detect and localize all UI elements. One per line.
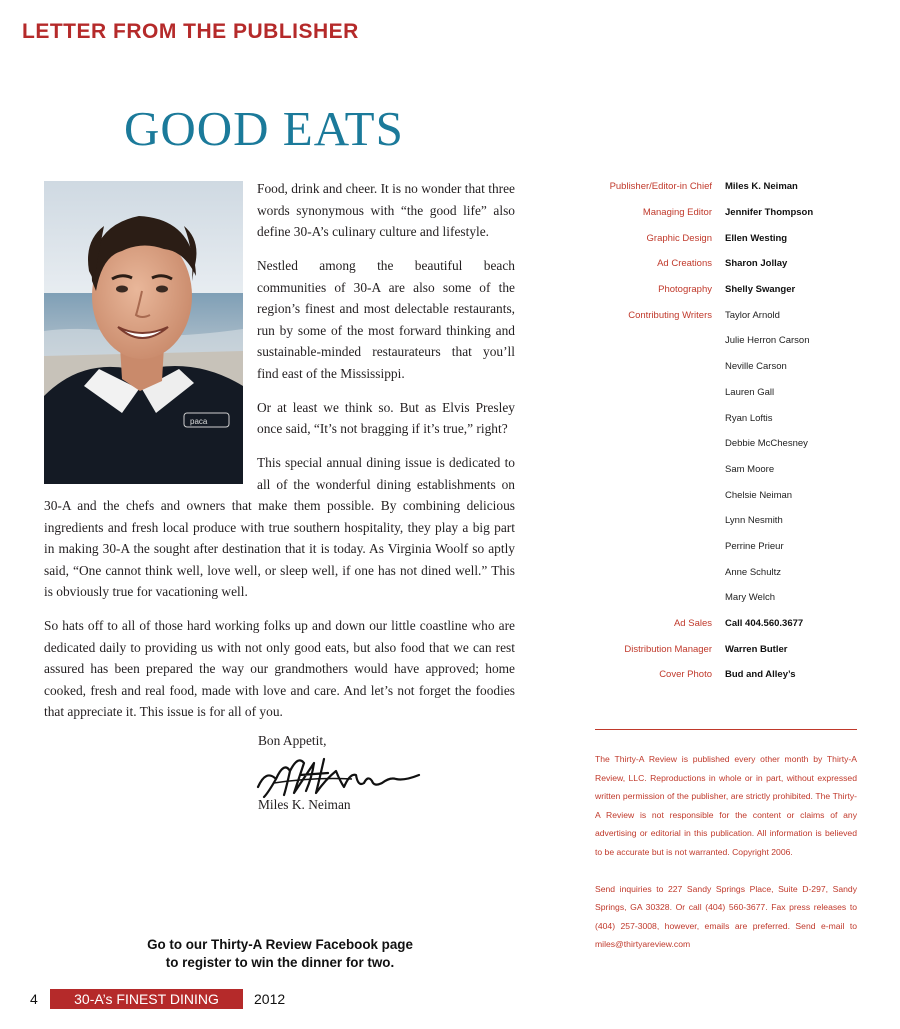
masthead-row xyxy=(595,636,865,662)
svg-text:paca: paca xyxy=(190,417,208,426)
masthead-row xyxy=(595,534,865,560)
masthead-row xyxy=(595,662,865,688)
article-headline: GOOD EATS xyxy=(124,101,404,156)
masthead-row xyxy=(595,328,865,354)
masthead-name: Shelly Swanger xyxy=(725,284,796,296)
masthead-role: Ad Creations xyxy=(657,258,712,270)
masthead-name: Lauren Gall xyxy=(725,386,775,398)
signoff xyxy=(258,733,424,813)
photo-wrap-space xyxy=(44,178,257,484)
masthead-name: Julie Herron Carson xyxy=(725,335,810,347)
masthead-name: Debbie McChesney xyxy=(725,438,808,450)
signoff-name: Miles K. Neiman xyxy=(258,797,351,812)
page-number: 4 xyxy=(30,991,38,1007)
masthead-role: Ad Sales xyxy=(673,618,712,630)
masthead-row xyxy=(595,611,865,637)
fine-print xyxy=(595,750,857,972)
masthead-name: Jennifer Thompson xyxy=(725,207,814,219)
masthead-row xyxy=(595,482,865,508)
masthead-row xyxy=(595,277,865,303)
masthead-name: Chelsie Neiman xyxy=(725,489,793,501)
masthead-name: Perrine Prieur xyxy=(725,540,784,552)
masthead-row xyxy=(595,174,865,200)
footer-year: 2012 xyxy=(254,991,286,1007)
masthead-row xyxy=(595,508,865,534)
masthead-name: Miles K. Neiman xyxy=(725,181,798,193)
masthead-name: Bud and Alley’s xyxy=(725,669,796,681)
masthead-role: Distribution Manager xyxy=(624,643,712,655)
article-paragraph: This special annual dining issue is dedicated to all of the wonderful dining establishments on 30-A and the chefs and owners that make them possible. By combining delicious ingredients and fresh local produce with true southern hospitality, they play a big part in making 30-A the sought after destination that it is today. As Virginia Woolf so aptly said, “One cannot think well, love well, or sleep well, if one has not dined well.” This is obviously true for vacationing well. xyxy=(44,455,515,599)
masthead-row xyxy=(595,200,865,226)
fine-print-paragraph: The Thirty-A Review is published every other month by Thirty-A Review, LLC. Reproductions in whole or in part, without expressed written permission of the publisher, are strictly prohibited. The Thirty-A Review is not responsible for the content or claims of any advertising or editorial in this publication. All information is believed to be accurate but is not warranted. Copyright 2006. xyxy=(595,754,857,857)
article-paragraph: Food, drink and cheer. It is no wonder that three words synonymous with “the good life” also define 30-A’s culinary culture and lifestyle. xyxy=(257,181,515,239)
masthead-name: Anne Schultz xyxy=(725,566,781,578)
fine-print-paragraph: Send inquiries to 227 Sandy Springs Place, Suite D-297, Sandy Springs, GA 30328. Or call (404) 560-3677. Fax press releases to (404) 257-3008, however, emails are preferred. Send e-mail to miles@thirtyareview.com xyxy=(595,883,857,950)
footer-section-banner: 30-A’s FINEST DINING xyxy=(50,989,243,1009)
divider xyxy=(595,729,857,730)
article-paragraph: Nestled among the beautiful beach communities of 30-A are also some of the region’s finest and most delectable restaurants, run by some of the most forward thinking and sustainable-minded restaurateurs that you’ll find east of the Mississippi. xyxy=(257,258,515,381)
masthead-role: Publisher/Editor-in Chief xyxy=(609,181,712,193)
masthead-row xyxy=(595,354,865,380)
masthead-role: Graphic Design xyxy=(646,232,712,244)
masthead-row xyxy=(595,457,865,483)
masthead-row xyxy=(595,380,865,406)
masthead-row xyxy=(595,431,865,457)
masthead-name: Taylor Arnold xyxy=(725,309,780,321)
masthead-name: Lynn Nesmith xyxy=(725,515,783,527)
masthead-role: Managing Editor xyxy=(642,207,712,219)
masthead-name: Ryan Loftis xyxy=(725,412,773,424)
masthead-role: Cover Photo xyxy=(659,669,712,681)
handwritten-signature xyxy=(254,753,424,801)
masthead-row xyxy=(595,559,865,585)
facebook-promo xyxy=(90,936,470,972)
page-footer xyxy=(0,989,400,1011)
masthead-row xyxy=(595,302,865,328)
masthead-name: Sam Moore xyxy=(725,463,775,475)
article-body xyxy=(44,178,515,735)
masthead-row xyxy=(595,225,865,251)
masthead-row xyxy=(595,405,865,431)
masthead-name: Warren Butler xyxy=(725,643,788,655)
masthead-name: Neville Carson xyxy=(725,361,787,373)
article-paragraph: So hats off to all of those hard working folks up and down our little coastline who are dedicated daily to providing us with not only good eats, but also food that we can rest assured has been prepared the way our grandmothers would have approved; home cooked, fresh and real food, made with love and care. And let’s not forget the foodies that appreciate it. This issue is for all of you. xyxy=(44,618,515,719)
masthead-role: Contributing Writers xyxy=(628,309,712,321)
masthead-name: Sharon Jollay xyxy=(725,258,788,270)
masthead-role: Photography xyxy=(658,284,712,296)
masthead-row xyxy=(595,251,865,277)
promo-line: Go to our Thirty-A Review Facebook page xyxy=(147,937,413,952)
promo-line: to register to win the dinner for two. xyxy=(165,955,395,970)
section-title: LETTER FROM THE PUBLISHER xyxy=(22,20,359,43)
masthead-name: Call 404.560.3677 xyxy=(725,618,804,630)
masthead-row xyxy=(595,585,865,611)
masthead xyxy=(595,174,865,688)
signoff-greeting: Bon Appetit, xyxy=(258,733,327,748)
masthead-name: Mary Welch xyxy=(725,592,775,604)
masthead-name: Ellen Westing xyxy=(725,232,788,244)
article-paragraph: Or at least we think so. But as Elvis Presley once said, “It’s not bragging if it’s true,” right? xyxy=(257,399,515,436)
